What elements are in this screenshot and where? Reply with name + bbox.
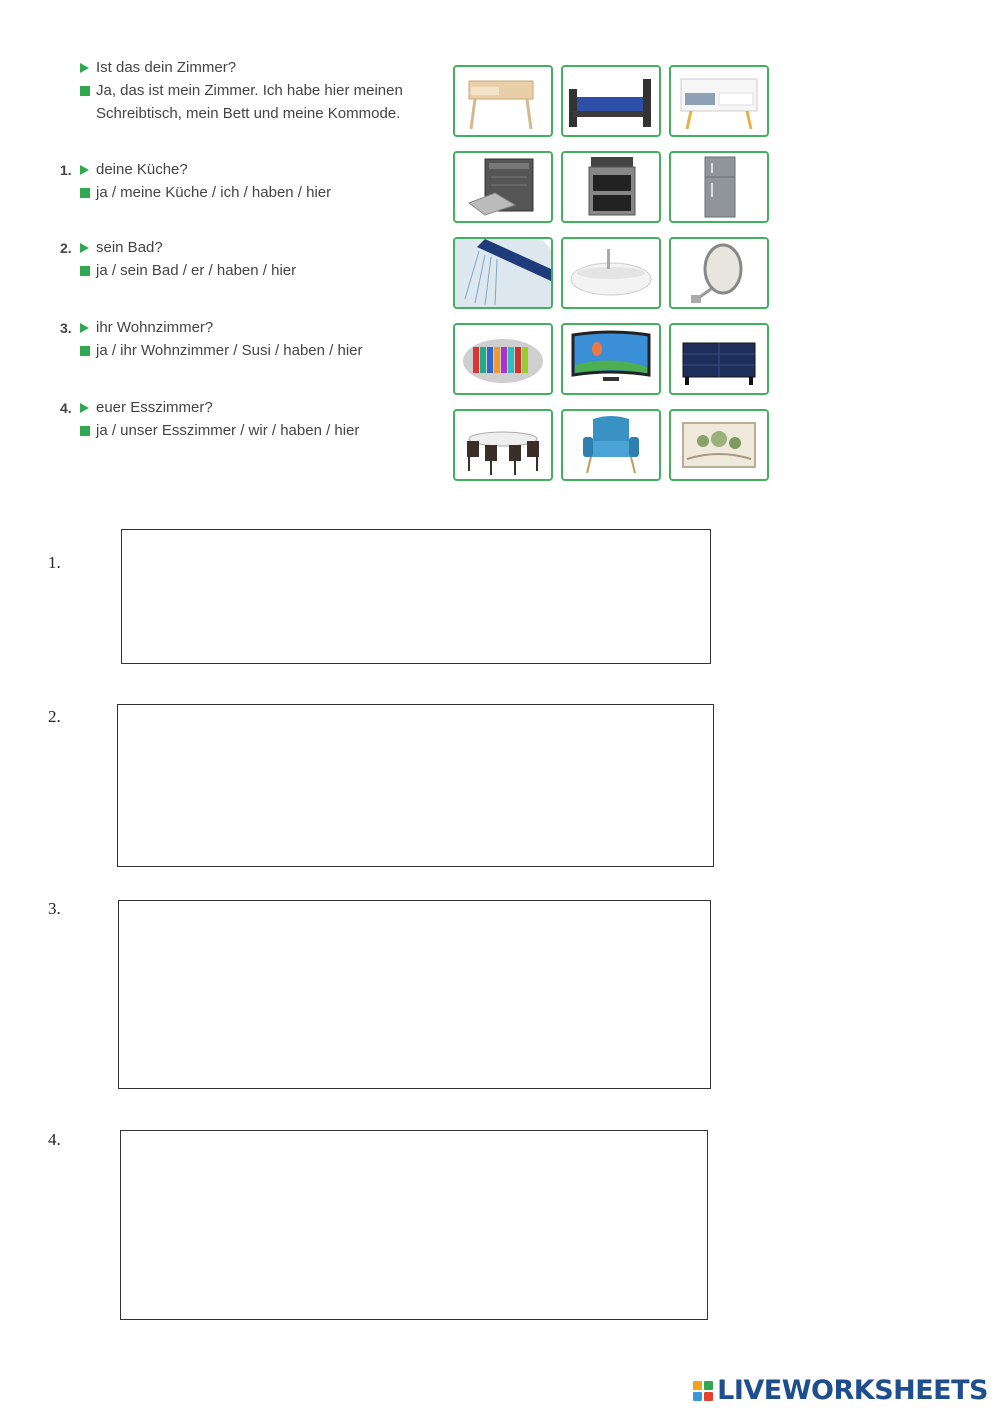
- mirror-icon: [669, 237, 769, 309]
- fridge-icon: [669, 151, 769, 223]
- answer-number: 3.: [48, 899, 61, 918]
- question-marker-icon: [80, 403, 89, 413]
- item-number: 2.: [60, 240, 72, 256]
- answer-box-3[interactable]: [118, 900, 711, 1089]
- item-question: euer Esszimmer?: [96, 399, 213, 416]
- item-question: deine Küche?: [96, 161, 188, 178]
- dishwasher-icon: [453, 151, 553, 223]
- bed-icon: [561, 65, 661, 137]
- tv-icon: [561, 323, 661, 395]
- answer-box-2[interactable]: [117, 704, 714, 867]
- item-cue: ja / meine Küche / ich / haben / hier: [96, 184, 332, 201]
- logo-mark-icon: [693, 1381, 713, 1401]
- answer-box-1[interactable]: [121, 529, 711, 664]
- bathtub-icon: [561, 237, 661, 309]
- example-answer-line2: Schreibtisch, mein Bett und meine Kommode.: [96, 105, 401, 122]
- answer-number: 1.: [48, 553, 61, 572]
- question-marker-icon: [80, 165, 89, 175]
- answer-number: 2.: [48, 707, 61, 726]
- item-number: 1.: [60, 162, 72, 178]
- answer-marker-icon: [80, 346, 90, 356]
- bookshelf-icon: [453, 323, 553, 395]
- question-marker-icon: [80, 63, 89, 73]
- painting-icon: [669, 409, 769, 481]
- item-number: 4.: [60, 400, 72, 416]
- liveworksheets-logo[interactable]: [693, 1375, 988, 1406]
- item-cue: ja / ihr Wohnzimmer / Susi / haben / hier: [96, 342, 363, 359]
- item-question: sein Bad?: [96, 239, 163, 256]
- answer-number: 4.: [48, 1130, 61, 1149]
- question-marker-icon: [80, 243, 89, 253]
- brand-name: LIVEWORKSHEETS: [717, 1375, 988, 1406]
- item-number: 3.: [60, 320, 72, 336]
- question-marker-icon: [80, 323, 89, 333]
- shower-head-icon: [453, 237, 553, 309]
- item-question: ihr Wohnzimmer?: [96, 319, 214, 336]
- example-question: Ist das dein Zimmer?: [96, 59, 237, 76]
- sideboard-icon: [669, 323, 769, 395]
- armchair-icon: [561, 409, 661, 481]
- answer-marker-icon: [80, 426, 90, 436]
- answer-marker-icon: [80, 266, 90, 276]
- answer-box-4[interactable]: [120, 1130, 708, 1320]
- example-answer-line1: Ja, das ist mein Zimmer. Ich habe hier meinen: [96, 82, 403, 99]
- item-cue: ja / sein Bad / er / haben / hier: [96, 262, 297, 279]
- stove-icon: [561, 151, 661, 223]
- answer-marker-icon: [80, 86, 90, 96]
- item-cue: ja / unser Esszimmer / wir / haben / hier: [96, 422, 360, 439]
- answer-marker-icon: [80, 188, 90, 198]
- dresser-icon: [669, 65, 769, 137]
- desk-icon: [453, 65, 553, 137]
- dining-table-icon: [453, 409, 553, 481]
